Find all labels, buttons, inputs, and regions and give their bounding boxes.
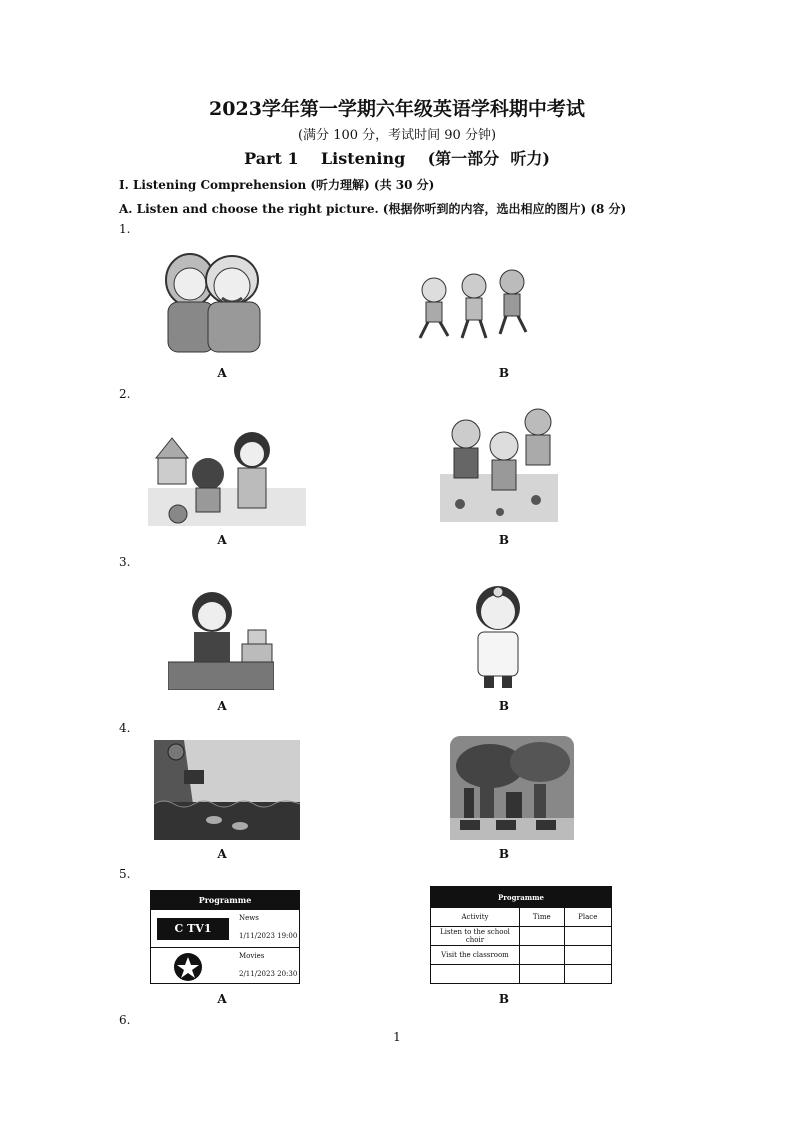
table-cell: Visit the classroom (431, 946, 520, 965)
air-pollution-city-illustration (450, 736, 574, 840)
exam-title: 2023学年第一学期六年级英语学科期中考试 (209, 98, 585, 120)
programme-a-row (151, 947, 299, 985)
option-label-a: A (217, 847, 227, 861)
table-row (431, 927, 612, 946)
table-cell (520, 927, 565, 946)
exam-subtitle: (满分 100 分，考试时间 90 分钟) (297, 128, 497, 143)
programme-a-row1-time: 1/11/2023 19:00 (239, 932, 298, 940)
option-label-a: A (217, 699, 227, 713)
table-cell (564, 946, 611, 965)
children-in-autumn-illustration (440, 404, 558, 524)
programme-table-b (430, 886, 612, 984)
programme-a-row1-title: News (239, 914, 259, 922)
boy-doctor-illustration (466, 580, 530, 690)
programme-a-row2-title: Movies (239, 952, 265, 960)
tv-channel-logo: C TV1 (157, 918, 229, 940)
programme-a-header: Programme (151, 891, 299, 909)
table-cell: Listen to the school choir (431, 927, 520, 946)
programme-a-row2-time: 2/11/2023 20:30 (239, 970, 298, 978)
part-heading: Part 1 Listening (第一部分 听力) (244, 149, 550, 168)
option-label-a: A (217, 366, 227, 380)
programme-a-row (151, 909, 299, 947)
section-a-heading: A. Listen and choose the right picture. (根据你听到的内容，选出相应的图片) (8 分) (119, 202, 627, 216)
running-children-illustration (414, 268, 534, 344)
option-label-b: B (498, 992, 510, 1006)
option-label-a: A (217, 533, 227, 547)
table-cell (520, 946, 565, 965)
question-number: 2. (119, 387, 131, 401)
question-number: 5. (119, 867, 131, 881)
column-header: Activity (431, 908, 520, 927)
option-label-b: B (498, 847, 510, 861)
table-cell (564, 965, 611, 984)
movie-star-logo-icon (173, 952, 203, 982)
page-number: 1 (393, 1030, 401, 1044)
programme-card-a (150, 890, 300, 984)
table-row (431, 946, 612, 965)
table-row (431, 965, 612, 984)
section-i-heading: I. Listening Comprehension (听力理解) (共 30 分) (119, 178, 435, 192)
option-label-b: B (498, 533, 510, 547)
question-number: 4. (119, 721, 131, 735)
question-number: 3. (119, 555, 131, 569)
girls-playing-outdoors-illustration (148, 428, 306, 526)
table-cell (431, 965, 520, 984)
option-label-b: B (498, 366, 510, 380)
option-label-b: B (498, 699, 510, 713)
table-cell (564, 927, 611, 946)
polluted-river-illustration (154, 740, 300, 840)
option-label-a: A (217, 992, 227, 1006)
question-number: 1. (119, 222, 131, 236)
column-header: Place (564, 908, 611, 927)
table-cell (520, 965, 565, 984)
column-header: Time (520, 908, 565, 927)
question-number: 6. (119, 1013, 131, 1027)
programme-b-header: Programme (431, 887, 612, 908)
elderly-couple-illustration (152, 244, 272, 354)
cashier-at-counter-illustration (168, 586, 274, 690)
